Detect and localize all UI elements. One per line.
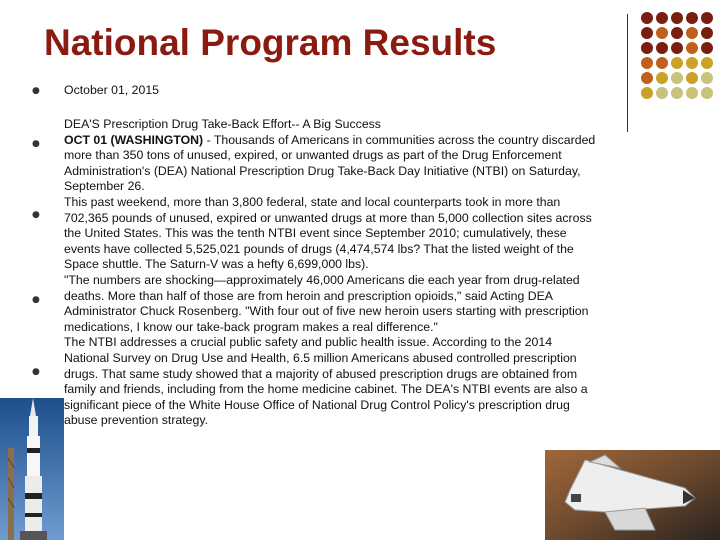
paragraph-line: Administration's (DEA) National Prescription Drug Take-Back Day Initiative (NTBI) on Saturday, bbox=[64, 163, 581, 178]
paragraph-line: deaths. More than half of those are from heroin and prescription opioids," said Acting DEA bbox=[64, 288, 553, 303]
paragraph-line: family and friends, including from the home medicine cabinet. The DEA's NTBI events are also a bbox=[64, 382, 588, 397]
paragraph-line: National Survey on Drug Use and Health, 6.5 million Americans abused controlled prescription bbox=[64, 350, 577, 365]
paragraph-line: "The numbers are shocking—approximately 46,000 Americans die each year from drug-related bbox=[64, 272, 580, 287]
decorative-dot bbox=[701, 87, 713, 99]
bullet-dot-icon: ● bbox=[32, 210, 40, 220]
paragraph-line: events have collected 5,525,021 pounds of drugs (4,474,574 lbs? That the listed weight of the bbox=[64, 241, 574, 256]
decorative-dot bbox=[641, 57, 653, 69]
paragraph-line: abuse prevention strategy. bbox=[64, 413, 209, 428]
decorative-dot bbox=[671, 27, 683, 39]
date-text: October 01, 2015 bbox=[64, 83, 160, 97]
decorative-dot bbox=[641, 42, 653, 54]
decorative-dot bbox=[671, 87, 683, 99]
decorative-dot bbox=[701, 27, 713, 39]
paragraph-line: the United States. This was the tenth NTBI event since September 2010; cumulatively, these bbox=[64, 226, 567, 241]
decorative-dot bbox=[701, 12, 713, 24]
decorative-dot bbox=[701, 57, 713, 69]
paragraph-line: OCT 01 (WASHINGTON) - Thousands of Americans in communities across the country discarded bbox=[64, 132, 596, 147]
bullet-dot-icon: ● bbox=[32, 139, 40, 149]
body-text bbox=[64, 117, 664, 429]
decorative-dot bbox=[686, 27, 698, 39]
decorative-dot bbox=[686, 87, 698, 99]
slide-title: National Program Results bbox=[44, 22, 497, 63]
decorative-dot bbox=[641, 12, 653, 24]
decorative-dot bbox=[656, 72, 668, 84]
paragraph-line: more than 350 tons of unused, expired, or unwanted drugs as part of the Drug Enforcement bbox=[64, 148, 562, 163]
dateline: OCT 01 (WASHINGTON) bbox=[64, 132, 204, 147]
decorative-dot bbox=[641, 72, 653, 84]
decorative-dot bbox=[671, 72, 683, 84]
decorative-dot bbox=[686, 72, 698, 84]
decorative-dot bbox=[656, 87, 668, 99]
bullet-dot-icon: ● bbox=[32, 295, 40, 305]
decorative-dot bbox=[671, 42, 683, 54]
bullet-dot-icon: ● bbox=[32, 367, 40, 377]
heading-line: DEA'S Prescription Drug Take-Back Effort-- A Big Success bbox=[64, 117, 381, 131]
paragraph-line: The NTBI addresses a crucial public safety and public health issue. According to the 2014 bbox=[64, 335, 553, 350]
paragraph-line: September 26. bbox=[64, 179, 145, 194]
rocket-image-icon bbox=[0, 398, 64, 540]
paragraph-line: significant piece of the White House Office of National Drug Control Policy's prescription drug bbox=[64, 397, 570, 412]
decorative-dot bbox=[656, 42, 668, 54]
paragraph-line: medications, I know our take-back program makes a real difference." bbox=[64, 319, 438, 334]
decorative-dot bbox=[641, 27, 653, 39]
paragraph-line: Administrator Chuck Rosenberg. "With four out of five new heroin users starting with prescription bbox=[64, 304, 589, 319]
paragraph-line: This past weekend, more than 3,800 federal, state and local counterparts took in more than bbox=[64, 194, 561, 209]
space-shuttle-image-icon bbox=[545, 450, 720, 540]
decorative-dot bbox=[671, 57, 683, 69]
decorative-dot bbox=[656, 27, 668, 39]
paragraph-line: Space shuttle. The Saturn-V was a hefty 6,699,000 lbs). bbox=[64, 257, 369, 272]
decorative-dot bbox=[701, 42, 713, 54]
decorative-dot bbox=[656, 12, 668, 24]
decorative-dot bbox=[686, 57, 698, 69]
decorative-dot bbox=[686, 12, 698, 24]
bullet-dot-icon: ● bbox=[32, 86, 40, 96]
paragraph-line: 702,365 pounds of unused, expired or unwanted drugs at more than 5,000 collection sites across bbox=[64, 210, 592, 225]
paragraph-line: drugs. That same study showed that a majority of abused prescription drugs are obtained from bbox=[64, 366, 578, 381]
decorative-dot bbox=[701, 72, 713, 84]
decorative-dot bbox=[641, 87, 653, 99]
decorative-dot bbox=[686, 42, 698, 54]
decorative-dot bbox=[671, 12, 683, 24]
decorative-divider bbox=[627, 14, 628, 132]
decorative-dot bbox=[656, 57, 668, 69]
